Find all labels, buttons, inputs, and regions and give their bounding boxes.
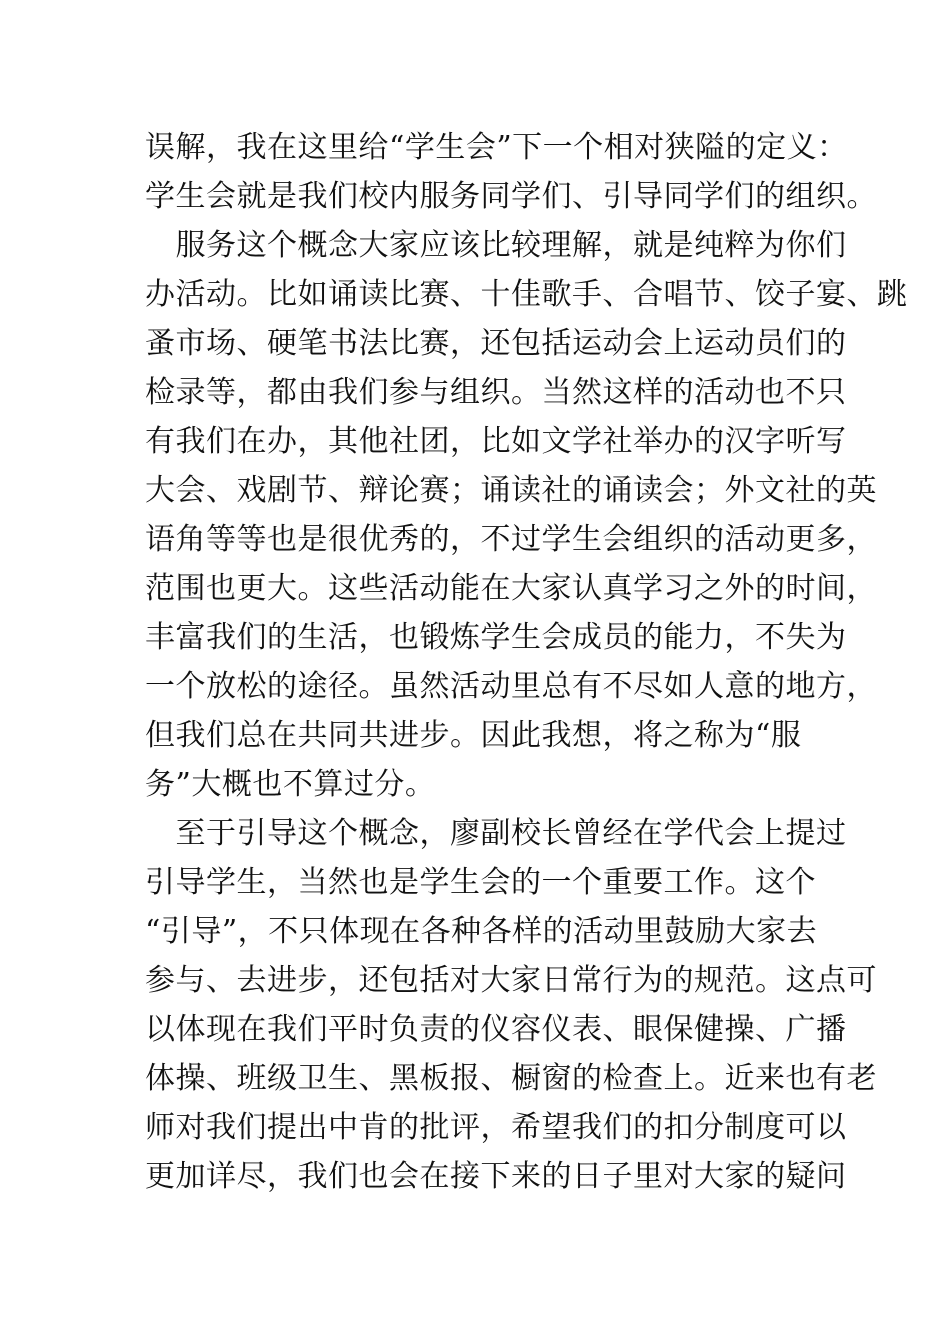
text-line: 误解，我在这里给“学生会”下一个相对狭隘的定义：	[145, 130, 848, 165]
text-line: 有我们在办，其他社团，比如文学社举办的汉字听写	[145, 424, 847, 459]
text-line: 检录等，都由我们参与组织。当然这样的活动也不只	[145, 375, 847, 410]
text-line: 师对我们提出中肯的批评，希望我们的扣分制度可以	[145, 1110, 847, 1145]
text-line: “引导”，不只体现在各种各样的活动里鼓励大家去	[145, 914, 818, 949]
text-line: 语角等等也是很优秀的，不过学生会组织的活动更多，	[145, 522, 877, 557]
text-line: 一个放松的途径。虽然活动里总有不尽如人意的地方，	[145, 669, 877, 704]
text-line: 办活动。比如诵读比赛、十佳歌手、合唱节、饺子宴、跳	[145, 277, 908, 312]
text-line: 丰富我们的生活，也锻炼学生会成员的能力，不失为	[145, 620, 847, 655]
text-line: 务”大概也不算过分。	[145, 767, 436, 802]
text-line: 更加详尽，我们也会在接下来的日子里对大家的疑问	[145, 1159, 847, 1194]
text-line: 学生会就是我们校内服务同学们、引导同学们的组织。	[145, 179, 877, 214]
text-line: 蚤市场、硬笔书法比赛，还包括运动会上运动员们的	[145, 326, 847, 361]
text-line: 引导学生，当然也是学生会的一个重要工作。这个	[145, 865, 816, 900]
text-line: 参与、去进步，还包括对大家日常行为的规范。这点可	[145, 963, 877, 998]
text-line: 但我们总在共同共进步。因此我想，将之称为“服	[145, 718, 802, 753]
text-line: 服务这个概念大家应该比较理解，就是纯粹为你们	[145, 228, 847, 263]
text-line: 体操、班级卫生、黑板报、橱窗的检查上。近来也有老	[145, 1061, 877, 1096]
text-line: 以体现在我们平时负责的仪容仪表、眼保健操、广播	[145, 1012, 847, 1047]
text-line: 至于引导这个概念，廖副校长曾经在学代会上提过	[145, 816, 847, 851]
text-line: 大会、戏剧节、辩论赛；诵读社的诵读会；外文社的英	[145, 473, 877, 508]
text-line: 范围也更大。这些活动能在大家认真学习之外的时间，	[145, 571, 877, 606]
body-text	[145, 123, 908, 1201]
